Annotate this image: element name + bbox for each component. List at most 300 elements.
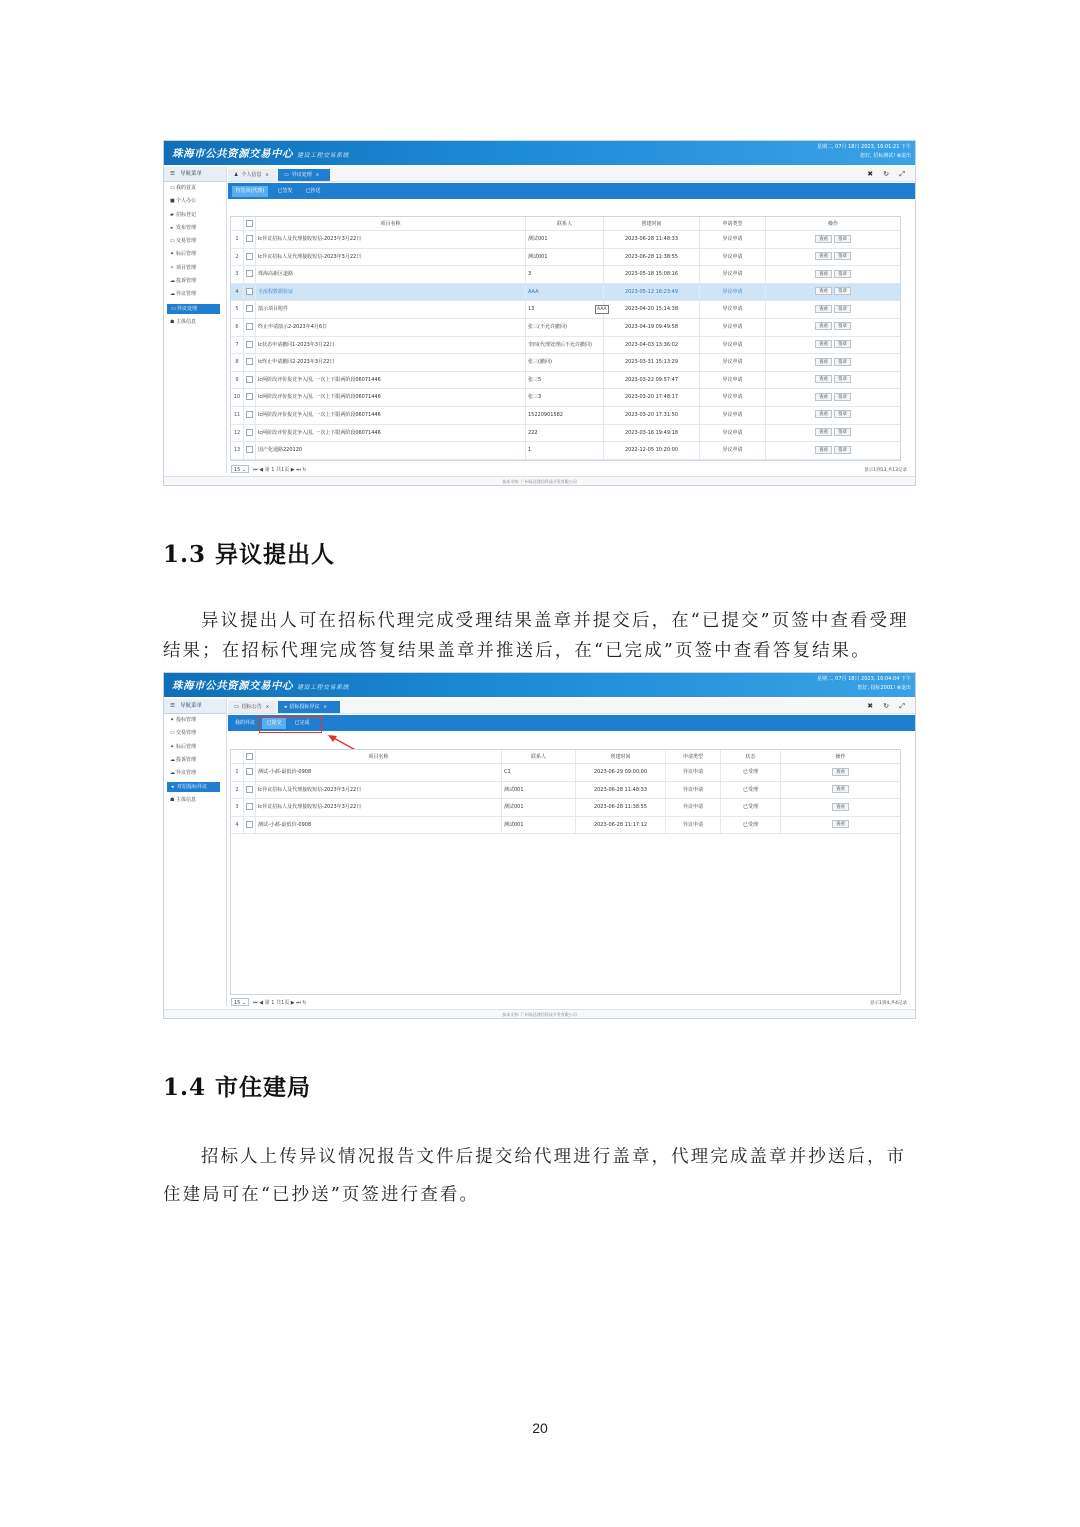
sidebar-item-post-bid[interactable]: ✦ 标后管理 — [164, 741, 226, 754]
tab-bar — [228, 699, 915, 714]
table-row[interactable] — [231, 442, 900, 460]
apply-type: 异议申请 — [700, 442, 766, 459]
pager-nav[interactable]: ⏮ ◀ 第 1 共1页 ▶ ⏭ ↻ — [253, 1000, 307, 1006]
sidebar-item-trade[interactable]: ▭交易管理 — [164, 727, 226, 740]
cloud-icon: ☁ — [170, 278, 175, 285]
screenshot-my-objections — [163, 672, 916, 1019]
row-actions — [766, 337, 900, 354]
header-user[interactable]: 您好, 投标2001! ⊗退出 — [857, 685, 911, 691]
apply-type: 异议申请 — [700, 337, 766, 354]
pager — [228, 465, 915, 476]
contact: 15220901582 — [526, 407, 604, 424]
contact: 张三5 — [526, 372, 604, 389]
seal-button[interactable]: 签章 — [834, 322, 851, 330]
col-status: 状态 — [721, 750, 781, 763]
tab-bid-objection[interactable]: ◂ 招标投标异议 ✕ — [278, 701, 340, 713]
row-checkbox-cell — [244, 231, 256, 248]
row-number: 1 — [231, 764, 244, 781]
created-time: 2023-06-28 11:17:12 — [576, 817, 666, 834]
apply-type: 异议申请 — [666, 782, 721, 799]
user-icon: ♟ — [234, 172, 239, 178]
status: 已受理 — [721, 817, 781, 834]
project-name: lc异议招标人及代理接收短信-2023年3月22日 — [256, 249, 526, 266]
apply-type: 异议申请 — [700, 301, 766, 318]
project-name: lc状态申请撤回1-2023年3月22日 — [256, 337, 526, 354]
row-number: 10 — [231, 389, 244, 406]
row-checkbox[interactable] — [246, 393, 253, 400]
seal-button[interactable]: 签章 — [834, 428, 851, 436]
close-icon[interactable]: ✕ — [265, 172, 269, 177]
created-time: 2023-04-03 13:36:02 — [604, 337, 700, 354]
row-checkbox[interactable] — [246, 323, 253, 330]
contact: 222 — [526, 425, 604, 442]
row-checkbox[interactable] — [246, 305, 253, 312]
row-checkbox-cell — [244, 354, 256, 371]
grid-body — [231, 764, 900, 994]
row-actions — [766, 301, 900, 318]
gear-icon: ✦ — [170, 717, 175, 723]
cloud-icon: ☁ — [170, 756, 175, 763]
close-icon[interactable]: ✕ — [265, 704, 270, 709]
seal-button[interactable]: 签章 — [834, 410, 851, 418]
view-button[interactable]: 查看 — [815, 358, 832, 366]
sidebar-item-bidding[interactable]: ✦ 投标管理 — [164, 714, 226, 727]
seal-button[interactable]: 签章 — [834, 358, 851, 366]
row-number: 6 — [231, 319, 244, 336]
created-time: 2023-06-28 11:48:33 — [604, 231, 700, 248]
row-number: 11 — [231, 407, 244, 424]
table-row[interactable] — [231, 372, 900, 390]
subtab-cc[interactable]: 已抄送 — [305, 188, 321, 194]
pager-nav[interactable]: ⏮ ◀ 第 1 共1页 ▶ ⏭ ↻ — [253, 467, 307, 473]
page-size-select[interactable]: 15 ⌄ — [231, 998, 249, 1006]
row-checkbox-cell — [244, 782, 256, 799]
pager-info: 显示1到13,共13记录 — [864, 468, 907, 473]
view-button[interactable]: 查看 — [815, 393, 832, 401]
row-checkbox-cell — [244, 372, 256, 389]
seal-button[interactable]: 签章 — [834, 375, 851, 383]
project-name: lc两阶段评价报竞争入围, 一次上下限两阶段06071446 — [256, 389, 526, 406]
subtab-bar — [228, 715, 915, 731]
header-datetime: 星期二, 07月 18日 2023, 16:01:21 下午 — [816, 144, 911, 150]
project-name: 珠海高新区道路 — [256, 266, 526, 283]
pager — [228, 998, 915, 1009]
section-paragraph: 招标人上传异议情况报告文件后提交给代理进行盖章，代理完成盖章并抄送后，市住建局可在“已抄送”页签进行查看。 — [163, 1147, 907, 1205]
row-number: 3 — [231, 266, 244, 283]
grid-header — [231, 217, 900, 231]
col-contact: 联系人 — [526, 217, 604, 230]
contact: 张三(撤回) — [526, 354, 604, 371]
screenshot-objection-processing — [163, 140, 916, 486]
tab-bar — [228, 167, 915, 182]
row-actions — [766, 425, 900, 442]
section-paragraph: 异议提出人可在招标代理完成受理结果盖章并提交后，在“已提交”页签中查看受理结果；在招标代理完成答复结果盖章并推送后，在“已完成”页签中查看答复结果。 — [163, 611, 909, 661]
nav-menu-title: ☰ 导航菜单 — [164, 699, 226, 714]
col-apply-type: 申请类型 — [666, 750, 721, 763]
data-grid — [230, 749, 901, 995]
subtab-issued[interactable]: 已签发 — [277, 188, 293, 194]
sidebar-item-project[interactable]: ✧ 项目管理 — [164, 262, 226, 275]
users-icon: ☗ — [170, 318, 175, 325]
row-actions — [766, 231, 900, 248]
col-created-time: 创建时间 — [604, 217, 700, 230]
row-number: 13 — [231, 442, 244, 459]
contact: AAA — [526, 284, 604, 301]
app-header — [164, 141, 915, 165]
created-time: 2023-03-16 19:49:18 — [604, 425, 700, 442]
row-checkbox[interactable] — [246, 768, 253, 775]
created-time: 2023-05-12 16:23:49 — [604, 284, 700, 301]
announce-icon: ◂ — [171, 784, 174, 791]
col-actions: 操作 — [827, 221, 838, 227]
table-row[interactable] — [231, 249, 900, 267]
monitor-icon: ▭ — [284, 172, 289, 178]
row-number: 2 — [231, 249, 244, 266]
subtab-submitted[interactable]: 已提交 — [262, 718, 286, 729]
table-row[interactable] — [231, 389, 900, 407]
row-checkbox-cell — [244, 817, 256, 834]
contact: 李四(代理处理后不允许撤回) — [526, 337, 604, 354]
row-actions — [766, 442, 900, 459]
table-row[interactable] — [231, 319, 900, 337]
project-name: lc两阶段评价报竞争入围, 一次上下限两阶段06071446 — [256, 407, 526, 424]
col-actions: 操作 — [835, 754, 846, 760]
sidebar-item-objection[interactable]: ☁异议管理 — [164, 767, 226, 780]
project-name: lc异议招标人及代理接收短信-2023年3月22日 — [256, 782, 502, 799]
view-button[interactable]: 查看 — [815, 322, 832, 330]
row-number: 4 — [231, 284, 244, 301]
grid-header — [231, 750, 900, 764]
header-info — [817, 675, 911, 693]
row-number: 3 — [231, 799, 244, 816]
row-checkbox[interactable] — [246, 341, 253, 348]
created-time: 2023-06-28 11:38:55 — [576, 799, 666, 816]
section-heading: 1.3 异议提出人 — [163, 541, 336, 568]
row-checkbox-cell — [244, 799, 256, 816]
row-actions — [766, 249, 900, 266]
app-title: 珠海市公共资源交易中心 建设工程交易系统 — [172, 148, 350, 160]
row-actions — [766, 372, 900, 389]
subtab-my-objections[interactable]: 我的异议 — [234, 720, 255, 726]
view-button[interactable]: 查看 — [815, 375, 832, 383]
view-button[interactable]: 查看 — [815, 410, 832, 418]
col-apply-type: 申请类型 — [700, 217, 766, 230]
row-checkbox-cell — [244, 389, 256, 406]
row-actions — [766, 284, 900, 301]
view-button[interactable]: 查看 — [832, 803, 849, 811]
col-contact: 联系人 — [502, 750, 576, 763]
announce-icon: ◂ — [284, 704, 287, 710]
view-button[interactable]: 查看 — [815, 270, 832, 278]
select-all-checkbox[interactable] — [246, 220, 253, 227]
table-row[interactable] — [231, 407, 900, 425]
header-info — [817, 143, 911, 161]
apply-type: 异议申请 — [666, 799, 721, 816]
app-header — [164, 673, 915, 697]
cloud-icon: ☁ — [170, 291, 175, 298]
table-row[interactable] — [231, 817, 900, 835]
row-number: 1 — [231, 231, 244, 248]
apply-type: 异议申请 — [700, 354, 766, 371]
created-time: 2023-03-20 17:31:50 — [604, 407, 700, 424]
project-name: 演示项目附件 — [256, 301, 526, 318]
sidebar-item-objection-processing[interactable]: ▭异议处理 — [167, 304, 220, 314]
view-button[interactable]: 查看 — [815, 252, 832, 260]
project-name: 国产化通路220120 — [256, 442, 526, 459]
app-title: 珠海市公共资源交易中心 建设工程交易系统 — [172, 680, 350, 692]
menu-icon: ☰ — [170, 703, 175, 709]
status: 已受理 — [721, 782, 781, 799]
row-actions — [766, 319, 900, 336]
col-project-name: 项目名称 — [256, 750, 502, 763]
menu-icon: ☰ — [170, 171, 175, 177]
row-checkbox[interactable] — [246, 376, 253, 383]
announce-icon: ◂ — [170, 224, 173, 231]
table-row[interactable] — [231, 266, 900, 284]
apply-type: 异议申请 — [700, 407, 766, 424]
monitor-icon: ▭ — [170, 730, 175, 737]
created-time: 2023-03-22 09:57:47 — [604, 372, 700, 389]
seal-button[interactable]: 签章 — [834, 340, 851, 348]
seal-button[interactable]: 签章 — [834, 393, 851, 401]
office-icon: ■ — [170, 198, 175, 205]
apply-type: 异议申请 — [700, 284, 766, 301]
subtab-pending-seal[interactable]: 待签章(代理) — [232, 186, 268, 197]
sidebar-item-complaint[interactable]: ☁投诉管理 — [164, 275, 226, 288]
contact: C1 — [502, 764, 576, 781]
seal-button[interactable]: 签章 — [834, 287, 851, 295]
sidebar-item-complaint[interactable]: ☁投诉管理 — [164, 754, 226, 767]
project-name: 测试-小郝-最低价-0908 — [256, 764, 502, 781]
row-checkbox[interactable] — [246, 288, 253, 295]
view-button[interactable]: 查看 — [832, 785, 849, 793]
page-number: 20 — [532, 1420, 548, 1436]
row-checkbox[interactable] — [246, 803, 253, 810]
row-number: 5 — [231, 301, 244, 318]
table-row[interactable] — [231, 782, 900, 800]
project-name: 终止申请演示2-2023年4月6日 — [256, 319, 526, 336]
table-row[interactable] — [231, 354, 900, 372]
view-button[interactable]: 查看 — [832, 820, 849, 828]
apply-type: 异议申请 — [700, 266, 766, 283]
apply-type: 异议申请 — [700, 389, 766, 406]
table-row[interactable] — [231, 231, 900, 249]
sidebar-item-bid-objection[interactable]: ◂ 对招投标异议 — [167, 782, 220, 792]
close-icon[interactable]: ✕ — [323, 704, 327, 709]
sidebar — [164, 167, 227, 473]
apply-type: 异议申请 — [700, 425, 766, 442]
close-icon[interactable]: ✕ — [315, 172, 320, 177]
row-actions — [781, 782, 900, 799]
gear-icon: ✧ — [170, 264, 175, 271]
pager-info: 显示1到4,共4记录 — [869, 1001, 907, 1006]
row-actions — [766, 407, 900, 424]
sidebar-item-entity-info[interactable]: ☗ 主体信息 — [164, 316, 226, 329]
row-checkbox-cell — [244, 764, 256, 781]
row-checkbox[interactable] — [246, 358, 253, 365]
created-time: 2023-06-28 11:48:33 — [576, 782, 666, 799]
row-checkbox[interactable] — [246, 235, 253, 242]
monitor-icon: ▭ — [234, 704, 239, 710]
nav-menu-title: ☰ 导航菜单 — [164, 167, 226, 182]
row-checkbox[interactable] — [246, 429, 253, 436]
section-heading: 1.4 市住建局 — [163, 1074, 312, 1101]
row-actions — [766, 266, 900, 283]
view-button[interactable]: 查看 — [815, 235, 832, 243]
table-row[interactable] — [231, 425, 900, 443]
view-button[interactable]: 查看 — [815, 446, 832, 454]
view-button[interactable]: 查看 — [815, 340, 832, 348]
created-time: 2023-05-18 15:08:16 — [604, 266, 700, 283]
col-project-name: 项目名称 — [256, 217, 526, 230]
data-grid — [230, 216, 901, 461]
contact: 13 — [526, 301, 604, 318]
view-button[interactable]: 查看 — [832, 768, 849, 776]
apply-type: 异议申请 — [700, 231, 766, 248]
home-icon: ▭ — [170, 185, 175, 191]
row-checkbox[interactable] — [246, 270, 253, 277]
project-name: lc异议招标人及代理接收短信-2023年3月22日 — [256, 231, 526, 248]
table-row[interactable] — [231, 337, 900, 355]
monitor-icon: ▭ — [171, 305, 176, 312]
row-checkbox-cell — [244, 319, 256, 336]
project-name: lc终止申请撤回2-2023年3月22日 — [256, 354, 526, 371]
sidebar-item-post-bid[interactable]: ✦ 标后管理 — [164, 248, 226, 261]
created-time: 2023-04-20 15:14:38 — [604, 301, 700, 318]
tab-personal-info[interactable]: ♟ 个人信息 ✕ — [228, 169, 276, 181]
created-time: 2023-06-29 09:00:00 — [576, 764, 666, 781]
row-checkbox-cell — [244, 301, 256, 318]
row-checkbox[interactable] — [246, 446, 253, 453]
seal-button[interactable]: 签章 — [834, 446, 851, 454]
row-actions — [781, 764, 900, 781]
grid-empty-area — [231, 834, 900, 994]
row-number: 8 — [231, 354, 244, 371]
select-all-checkbox[interactable] — [246, 753, 253, 760]
cloud-icon: ☁ — [170, 770, 175, 777]
apply-type: 异议申请 — [666, 817, 721, 834]
sidebar-item-office[interactable]: ■个人办公 — [164, 195, 226, 208]
sidebar-item-bid-registration[interactable]: ▰ 招标登记 — [164, 209, 226, 222]
table-row[interactable] — [231, 799, 900, 817]
created-time: 2022-12-05 10:20:00 — [604, 442, 700, 459]
subtab-completed[interactable]: 已完成 — [294, 720, 310, 726]
row-checkbox-cell — [244, 284, 256, 301]
sidebar-item-publish[interactable]: ◂ 发布管理 — [164, 222, 226, 235]
row-number: 2 — [231, 782, 244, 799]
created-time: 2023-06-28 11:38:55 — [604, 249, 700, 266]
row-checkbox-cell — [244, 249, 256, 266]
table-row[interactable] — [231, 301, 900, 319]
row-checkbox-cell — [244, 425, 256, 442]
footer: 技术支持: 广州易达建信科技开发有限公司 — [164, 1009, 915, 1018]
contact: 测试001 — [502, 799, 576, 816]
seal-button[interactable]: 签章 — [834, 252, 851, 260]
apply-type: 异议申请 — [700, 372, 766, 389]
row-actions — [766, 354, 900, 371]
contact: 测试001 — [502, 817, 576, 834]
header-datetime: 星期二, 07月 18日 2023, 16:04:04 下午 — [816, 676, 911, 682]
tab-bid-notice[interactable]: ▭ 招标公告 ✕ — [228, 701, 276, 713]
header-user[interactable]: 您好, 招标测试! ⊗退出 — [860, 153, 911, 159]
row-actions — [781, 799, 900, 816]
folder-icon: ▰ — [170, 211, 174, 218]
row-checkbox-cell — [244, 266, 256, 283]
row-checkbox-cell — [244, 337, 256, 354]
view-button[interactable]: 查看 — [815, 287, 832, 295]
project-name: lc两阶段评价报竞争入围, 一次上下限两阶段06071446 — [256, 372, 526, 389]
tab-objection-processing[interactable]: ▭ 异议处理 ✕ — [278, 169, 330, 181]
view-button[interactable]: 查看 — [815, 305, 832, 313]
row-number: 9 — [231, 372, 244, 389]
apply-type: 异议申请 — [666, 764, 721, 781]
row-checkbox[interactable] — [246, 786, 253, 793]
project-name: lc两阶段评价报竞争入围, 一次上下限两阶段06071446 — [256, 425, 526, 442]
view-button[interactable]: 查看 — [815, 428, 832, 436]
sidebar-item-home[interactable]: ▭我的首页 — [164, 182, 226, 195]
pin-icon: ✦ — [170, 743, 175, 750]
row-checkbox-cell — [244, 407, 256, 424]
footer: 技术支持: 广州易达建信科技开发有限公司 — [164, 476, 915, 485]
subtab-bar — [228, 183, 915, 199]
project-name: 测试-小郝-最低价-0908 — [256, 817, 502, 834]
row-checkbox[interactable] — [246, 411, 253, 418]
contact: 测试001 — [502, 782, 576, 799]
sidebar-item-trade[interactable]: ▭交易管理 — [164, 235, 226, 248]
users-icon: ☗ — [170, 797, 175, 804]
highlight-box — [259, 716, 322, 733]
grid-body — [231, 231, 900, 460]
row-checkbox[interactable] — [246, 253, 253, 260]
seal-button[interactable]: 签章 — [834, 305, 851, 313]
sidebar-item-entity-info[interactable]: ☗ 主体信息 — [164, 794, 226, 807]
row-number: 7 — [231, 337, 244, 354]
window-buttons[interactable]: ✖ ↻ ⤢ — [867, 702, 909, 710]
window-buttons[interactable]: ✖ ↻ ⤢ — [867, 170, 909, 178]
created-time: 2023-03-20 17:48:17 — [604, 389, 700, 406]
tooltip: AAA — [597, 307, 607, 312]
created-time: 2023-04-19 09:49:58 — [604, 319, 700, 336]
contact: 测试001 — [526, 231, 604, 248]
table-row[interactable] — [231, 284, 900, 302]
seal-button[interactable]: 签章 — [834, 270, 851, 278]
project-name: lc异议招标人及代理接收短信-2023年3月22日 — [256, 799, 502, 816]
contact: 1 — [526, 442, 604, 459]
apply-type: 异议申请 — [700, 319, 766, 336]
sidebar — [164, 699, 227, 1006]
col-created-time: 创建时间 — [576, 750, 666, 763]
sidebar-item-objection[interactable]: ☁异议管理 — [164, 288, 226, 301]
contact: 张三3 — [526, 389, 604, 406]
row-checkbox[interactable] — [246, 821, 253, 828]
monitor-icon: ▭ — [170, 238, 175, 245]
created-time: 2023-03-31 15:13:29 — [604, 354, 700, 371]
status: 已受理 — [721, 764, 781, 781]
status: 已受理 — [721, 799, 781, 816]
contact: 3 — [526, 266, 604, 283]
contact: 测试001 — [526, 249, 604, 266]
row-actions — [766, 389, 900, 406]
row-number: 12 — [231, 425, 244, 442]
project-name: 全流程数据验证 — [256, 284, 526, 301]
row-checkbox-cell — [244, 442, 256, 459]
page-size-select[interactable]: 15 ⌄ — [231, 465, 249, 473]
contact: 张三(不允许撤回) — [526, 319, 604, 336]
row-number: 4 — [231, 817, 244, 834]
pin-icon: ✦ — [170, 251, 175, 258]
table-row[interactable] — [231, 764, 900, 782]
seal-button[interactable]: 签章 — [834, 235, 851, 243]
